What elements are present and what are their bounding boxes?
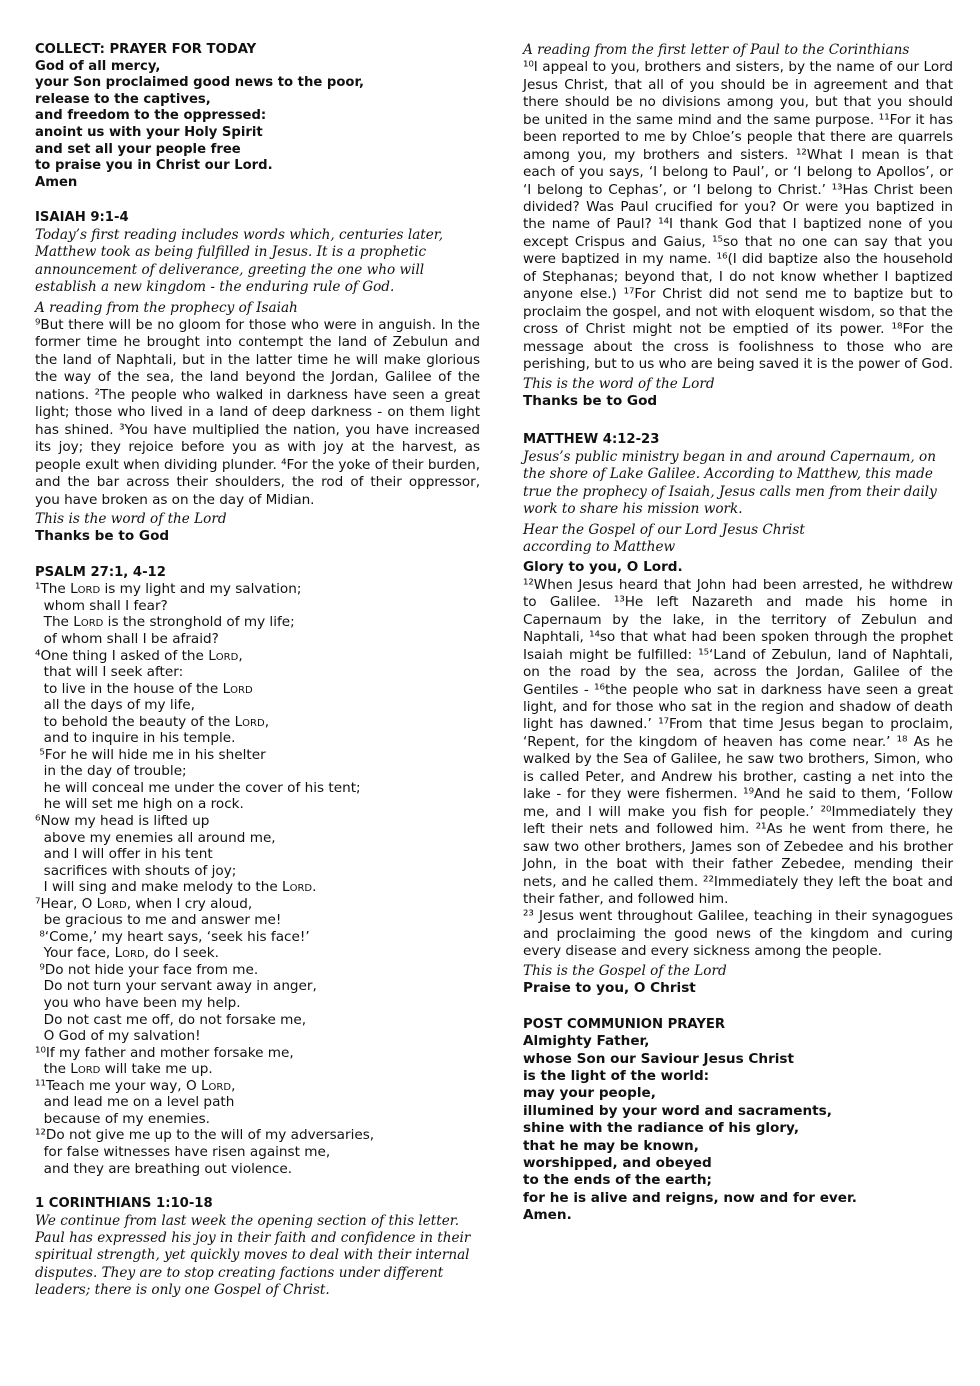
psalm-line: for false witnesses have risen against me, [35,1143,331,1160]
divine-name: Lord [222,680,253,697]
divine-name: Lord [282,879,313,896]
corinthians-announcement: A reading from the first letter of Paul to the Corinthians [523,42,910,58]
post-communion-line: Almighty Father, [523,1033,650,1050]
collect-heading: COLLECT: PRAYER FOR TODAY [35,42,257,57]
psalm-line: ⁴One thing I asked of the Lord, [35,647,243,664]
matthew-acclamation: Glory to you, O Lord. [523,559,683,576]
psalm-line: and they are breathing out violence. [35,1160,293,1177]
divine-name: Lord [96,895,127,912]
psalm-line: you who have been my help. [35,995,241,1012]
post-communion-line: worshipped, and obeyed [523,1155,712,1172]
corinthians-closing: This is the word of the Lord [523,375,715,392]
post-communion-line: illumined by your word and sacraments, [523,1102,832,1119]
corinthians-intro-section [35,1196,480,1300]
psalm-section [35,565,480,1177]
matthew-announcement-line: Hear the Gospel of our Lord Jesus Christ [523,521,805,538]
corinthians-heading: 1 CORINTHIANS 1:10-18 [35,1196,213,1212]
post-communion-amen: Amen. [523,1207,572,1224]
psalm-line: O God of my salvation! [35,1028,201,1045]
matthew-section [523,432,953,997]
post-communion-line: whose Son our Saviour Jesus Christ [523,1050,795,1067]
collect-line: anoint us with your Holy Spirit [35,124,263,140]
isaiah-response: Thanks be to God [35,528,170,545]
psalm-text [35,581,480,1177]
psalm-line: and I will offer in his tent [35,846,213,863]
psalm-line: sacrifices with shouts of joy; [35,862,237,879]
collect-amen: Amen [35,174,78,190]
corinthians-intro: We continue from last week the opening section of this letter. Paul has expressed his joy in their faith and confidence in their spiritual strength, yet quickly moves to deal with their internal disputes. They are to stop creating factions under different leaders; there is only one Gospel of Christ. [35,1212,471,1299]
psalm-line: ¹²Do not give me up to the will of my adversaries, [35,1127,375,1144]
isaiah-section [35,210,480,545]
psalm-line: of whom shall I be afraid? [35,631,219,647]
matthew-response: Praise to you, O Christ [523,980,696,997]
left-column [35,42,480,1319]
corinthians-reading-text: ¹⁰I appeal to you, brothers and sisters, by the name of our Lord Jesus Christ, that all of you should be in agreement and that there should be no divisions among you, but that you should be united in the same mind and the same purpose. ¹¹For it has been reported to me by Chloe’s people that there are quarrels among you, my brothers and sisters. ¹²What I mean is that each of you says, ‘I belong to Paul’, or ‘I belong to Apollos’, or ‘I belong to Cephas’, or ‘I belong to Christ.’ ¹³Has Christ been divided? Was Paul crucified for you? Or were you baptized in the name of Paul? ¹⁴I thank God that I baptized none of you except Crispus and Gaius, ¹⁵so that no one can say that you were baptized in my name. ¹⁶(I did baptize also the household of Stephanas; beyond that, I do not know whether I baptized anyone else.) ¹⁷For Christ did not send me to baptize but to proclaim the gospel, and not with eloquent wisdom, so that the cross of Christ might not be emptied of its power. ¹⁸For the message about the cross is foolishness to those who are perishing, but to us who are being saved it is the power of God. [523,59,953,373]
psalm-line: ¹⁰If my father and mother forsake me, [35,1044,294,1061]
matthew-intro: Jesus’s public ministry began in and around Capernaum, on the shore of Lake Galilee. According to Matthew, this made true the prophecy of Isaiah, Jesus calls men from their daily work to share his mission work. [523,448,937,518]
post-communion-line: for he is alive and reigns, now and for ever. [523,1189,857,1206]
psalm-line: ⁷Hear, O Lord, when I cry aloud, [35,895,253,912]
matthew-reading-text: ¹²When Jesus heard that John had been arrested, he withdrew to Galilee. ¹³He left Nazareth and made his home in Capernaum by the lake, in the territory of Zebulun and Naphtali, ¹⁴so that what had been spoken through the prophet Isaiah might be fulfilled: ¹⁵‘Land of Zebulun, land of Naphtali, on the road by the sea, across the Jordan, Galilee of the Gentiles - ¹⁶the people who sat in darkness have seen a great light, and for those who sat in the region and shadow of death light has dawned.’ ¹⁷From that time Jesus began to proclaim, ‘Repent, for the kingdom of heaven has come near.’ ¹⁸ As he walked by the Sea of Galilee, he saw two brothers, Simon, who is called Peter, and Andrew his brother, casting a net into the lake - for they were fishermen. ¹⁹And he said to them, ‘Follow me, and I will make you fish for people.’ ²⁰Immediately they left their nets and followed him. ²¹As he went from there, he saw two other brothers, James son of Zebedee and his brother John, in the boat with their father Zebedee, mending their nets, and he called them. ²²Immediately they left the boat and their father, and followed him. [523,576,953,907]
psalm-line: ⁵For he will hide me in his shelter [35,746,266,763]
psalm-line: all the days of my life, [35,697,195,714]
divine-name: Lord [70,1061,101,1078]
collect-section [35,42,480,191]
psalm-heading: PSALM 27:1, 4-12 [35,564,166,580]
psalm-line: ¹¹Teach me your way, O Lord, [35,1077,236,1094]
divine-name: Lord [234,713,265,730]
collect-line: and set all your people free [35,141,241,157]
post-communion-line: to the ends of the earth; [523,1172,712,1189]
psalm-line: whom shall I fear? [35,597,168,614]
psalm-line: in the day of trouble; [35,763,187,780]
collect-prayer [35,59,480,192]
right-column [523,42,953,1244]
collect-line: to praise you in Christ our Lord. [35,158,273,174]
psalm-line: to live in the house of the Lord [35,680,253,697]
matthew-reading-text-continued: ²³ Jesus went throughout Galilee, teaching in their synagogues and proclaiming the good news of the kingdom and curing every disease and every sickness among the people. [523,908,953,960]
psalm-line: he will set me high on a rock. [35,796,244,813]
psalm-line: because of my enemies. [35,1110,210,1127]
divine-name: Lord [200,1077,232,1094]
post-communion-line: is the light of the world: [523,1068,710,1084]
collect-line: God of all mercy, [35,58,161,74]
psalm-line: Do not cast me off, do not forsake me, [35,1011,307,1028]
collect-line: and freedom to the oppressed: [35,108,267,124]
psalm-line: above my enemies all around me, [35,829,276,846]
isaiah-reading-text: ⁹But there will be no gloom for those who were in anguish. In the former time he brought into contempt the land of Zebulun and the land of Naphtali, but in the latter time he will make glorious the way of the sea, the land beyond the Jordan, Galilee of the nations. ²The people who walked in darkness have seen a great light; those who lived in a land of deep darkness - on them light has shined. ³You have multiplied the nation, you have increased its joy; they rejoice before you as with joy at the harvest, as people exult when dividing plunder. ⁴For the yoke of their burden, and the bar across their shoulders, the rod of their oppressor, you have broken as on the day of Midian. [35,316,480,508]
psalm-line: ⁹Do not hide your face from me. [35,961,259,978]
post-communion-prayer [523,1033,953,1224]
psalm-line: he will conceal me under the cover of his tent; [35,779,361,796]
isaiah-closing: This is the word of the Lord [35,510,227,527]
psalm-line: and lead me on a level path [35,1094,235,1111]
matthew-closing: This is the Gospel of the Lord [523,962,727,979]
collect-line: release to the captives, [35,91,211,107]
collect-line: your Son proclaimed good news to the poor, [35,75,365,91]
corinthians-reading-section [523,42,953,410]
matthew-heading: MATTHEW 4:12-23 [523,432,660,448]
divine-name: Lord [73,614,104,631]
psalm-line: the Lord will take me up. [35,1061,213,1078]
psalm-line: and to inquire in his temple. [35,730,236,747]
psalm-line: ¹The Lord is my light and my salvation; [35,581,302,598]
isaiah-intro: Today’s first reading includes words which, centuries later, Matthew took as being fulfilled in Jesus. It is a prophetic announcement of deliverance, greeting the one who will establish a new kingdom - the enduring rule of God. [35,226,444,296]
psalm-line: ⁸‘Come,’ my heart says, ‘seek his face!’ [35,928,310,945]
psalm-line: Your face, Lord, do I seek. [35,945,219,962]
divine-name: Lord [114,945,145,962]
post-communion-section [523,1017,953,1225]
post-communion-line: shine with the radiance of his glory, [523,1120,799,1137]
isaiah-announcement: A reading from the prophecy of Isaiah [35,299,298,316]
psalm-line: ⁶Now my head is lifted up [35,813,210,830]
corinthians-response: Thanks be to God [523,392,658,409]
divine-name: Lord [70,581,101,598]
psalm-line: to behold the beauty of the Lord, [35,713,270,730]
psalm-line: Do not turn your servant away in anger, [35,978,317,995]
divine-name: Lord [208,647,239,664]
post-communion-heading: POST COMMUNION PRAYER [523,1016,726,1032]
isaiah-heading: ISAIAH 9:1-4 [35,210,129,226]
psalm-line: be gracious to me and answer me! [35,912,282,929]
post-communion-line: that he may be known, [523,1137,699,1154]
post-communion-line: may your people, [523,1085,656,1102]
psalm-line: I will sing and make melody to the Lord. [35,879,317,896]
matthew-announcement-line: according to Matthew [523,539,676,555]
psalm-line: that will I seek after: [35,664,184,681]
psalm-line: The Lord is the stronghold of my life; [35,614,295,631]
